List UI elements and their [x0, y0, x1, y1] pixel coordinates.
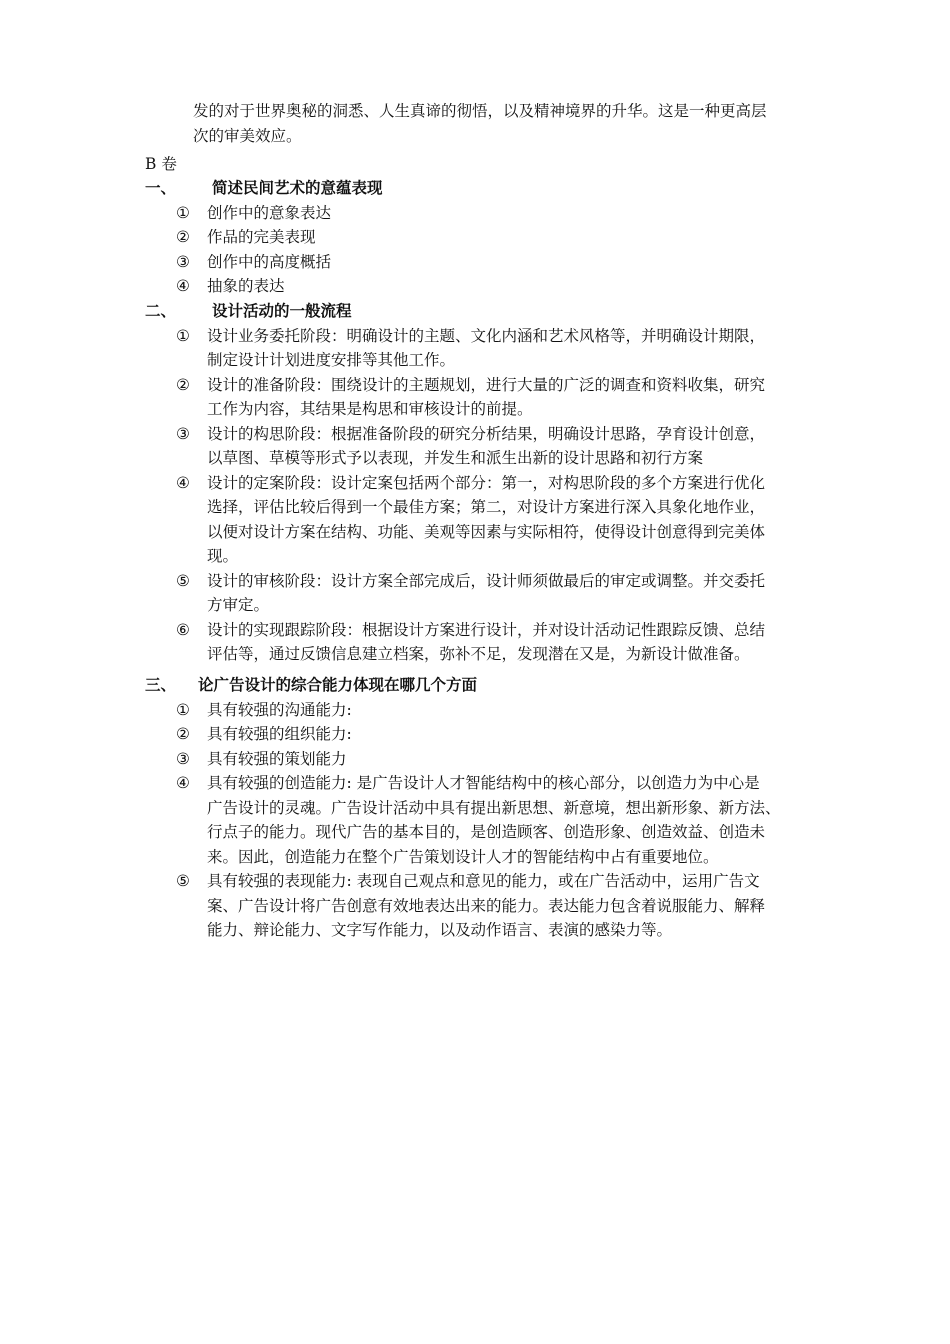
section-title: 设计活动的一般流程: [212, 301, 352, 320]
item-line: 设计的实现跟踪阶段：根据设计方案进行设计，并对设计活动记性跟踪反馈、总结: [207, 620, 766, 639]
item-line: 案、广告设计将广告创意有效地表达出来的能力。表达能力包含着说服能力、解释: [207, 896, 766, 915]
list-item: [176, 201, 815, 226]
section-1: [145, 176, 815, 299]
section-heading: [145, 299, 815, 324]
item-text: [207, 722, 815, 747]
item-line: 设计业务委托阶段：明确设计的主题、文化内涵和艺术风格等，并明确设计期限，: [207, 326, 766, 345]
intro-line: 发的对于世界奥秘的洞悉、人生真谛的彻悟，以及精神境界的升华。这是一种更高层: [193, 102, 767, 120]
item-text: [207, 471, 815, 569]
item-text: [207, 618, 815, 667]
item-number: ⑤: [176, 571, 190, 590]
item-text: [207, 771, 815, 869]
list-item: [176, 722, 815, 747]
item-line: 具有较强的组织能力:: [207, 725, 352, 743]
list-item: [176, 324, 815, 373]
item-line: 方审定。: [207, 596, 270, 614]
item-number: ①: [176, 700, 190, 719]
list-item: [176, 618, 815, 667]
item-number: ③: [176, 749, 190, 768]
item-number: ②: [176, 228, 190, 246]
item-line: 具有较强的创造能力: 是广告设计人才智能结构中的核心部分，以创造力为中心是: [207, 774, 760, 792]
item-number: ①: [176, 203, 190, 222]
item-line: 设计的定案阶段：设计定案包括两个部分：第一，对构思阶段的多个方案进行优化: [207, 473, 766, 492]
list-item: [176, 422, 815, 471]
item-list: [176, 698, 815, 943]
item-text: [207, 569, 815, 618]
section-heading: [145, 673, 815, 698]
list-item: [176, 747, 815, 772]
section-2: [145, 299, 815, 667]
section-3: [145, 673, 815, 943]
section-title: 简述民间艺术的意蕴表现: [212, 178, 383, 197]
intro-line: 次的审美效应。: [193, 126, 302, 145]
list-item: [176, 471, 815, 569]
item-line: 设计的准备阶段：围绕设计的主题规划，进行大量的广泛的调查和资料收集，研究: [207, 375, 766, 394]
item-text: [207, 869, 815, 943]
item-text: [207, 747, 815, 772]
item-number: ④: [176, 473, 190, 492]
section-number: 三、: [145, 675, 177, 694]
item-number: ③: [176, 424, 190, 443]
list-item: [176, 225, 815, 250]
section-number: 二、: [145, 301, 177, 320]
item-line: 选择，评估比较后得到一个最佳方案；第二，对设计方案进行深入具象化地作业，: [207, 498, 766, 516]
item-number: ①: [176, 326, 190, 345]
item-line: 现。: [207, 547, 239, 565]
section-number: 一、: [145, 178, 177, 197]
list-item: [176, 698, 815, 723]
item-line: 设计的审核阶段：设计方案全部完成后，设计师须做最后的审定或调整。并交委托: [207, 571, 766, 590]
list-item: [176, 373, 815, 422]
item-text: 创作中的意象表达: [207, 203, 332, 222]
item-line: 评估等，通过反馈信息建立档案，弥补不足，发现潜在又是，为新设计做准备。: [207, 645, 750, 663]
item-line: 具有较强的沟通能力:: [207, 700, 352, 719]
list-item: [176, 569, 815, 618]
list-item: [176, 274, 815, 299]
list-item: [176, 250, 815, 275]
item-list: [176, 201, 815, 299]
item-line: 行点子的能力。现代广告的基本目的，是创造顾客、创造形象、创造效益、创造未: [207, 823, 766, 841]
item-line: 具有较强的表现能力: 表现自己观点和意见的能力，或在广告活动中，运用广告文: [207, 872, 760, 890]
item-text: 创作中的高度概括: [207, 252, 332, 271]
item-text: [207, 422, 815, 471]
item-line: 工作为内容，其结果是构思和审核设计的前提。: [207, 400, 533, 418]
item-line: 来。因此，创造能力在整个广告策划设计人才的智能结构中占有重要地位。: [207, 847, 719, 866]
list-item: [176, 771, 815, 869]
intro-paragraph: [193, 99, 815, 148]
item-text: [207, 373, 815, 422]
section-heading: [145, 176, 815, 201]
item-number: ④: [176, 774, 190, 792]
item-text: 抽象的表达: [207, 277, 285, 295]
item-line: 以草图、草模等形式予以表现，并发生和派生出新的设计思路和初行方案: [207, 449, 704, 467]
item-number: ⑤: [176, 872, 190, 890]
item-number: ③: [176, 252, 190, 271]
item-line: 广告设计的灵魂。广告设计活动中具有提出新思想、新意境，想出新形象、新方法、: [207, 798, 781, 817]
volume-label: B 卷: [145, 155, 177, 173]
item-list: [176, 324, 815, 667]
item-line: 设计的构思阶段：根据准备阶段的研究分析结果，明确设计思路，孕育设计创意，: [207, 424, 766, 443]
item-text: 作品的完美表现: [207, 228, 316, 246]
item-line: 制定设计计划进度安排等其他工作。: [207, 351, 456, 369]
item-text: [207, 698, 815, 723]
item-line: 以便对设计方案在结构、功能、美观等因素与实际相符，使得设计创意得到完美体: [207, 522, 766, 541]
item-number: ②: [176, 725, 190, 743]
list-item: [176, 869, 815, 943]
item-line: 能力、辩论能力、文字写作能力，以及动作语言、表演的感染力等。: [207, 921, 673, 939]
item-number: ②: [176, 375, 190, 394]
section-title: 论广告设计的综合能力体现在哪几个方面: [198, 675, 478, 694]
item-number: ⑥: [176, 620, 190, 639]
item-number: ④: [176, 277, 190, 295]
item-text: [207, 324, 815, 373]
item-line: 具有较强的策划能力: [207, 749, 347, 768]
